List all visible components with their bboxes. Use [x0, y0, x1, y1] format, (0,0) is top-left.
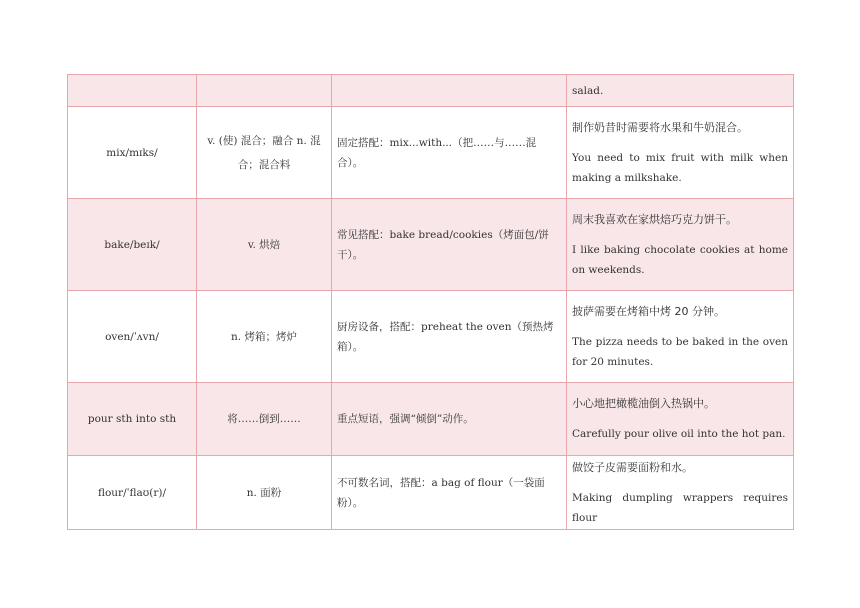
example-en: The pizza needs to be baked in the oven for 20 minutes. — [572, 335, 788, 368]
example-cell — [567, 107, 794, 199]
example-zh: 小心地把橄榄油倒入热锅中。 — [572, 397, 715, 410]
meaning-cell: v. 烘焙 — [197, 199, 332, 291]
usage-cell: 不可数名词，搭配：a bag of flour（一袋面粉）。 — [332, 456, 567, 530]
usage-cell: 重点短语，强调“倾倒”动作。 — [332, 383, 567, 456]
example-zh: 披萨需要在烤箱中烤 20 分钟。 — [572, 304, 725, 318]
vocabulary-table — [67, 74, 794, 530]
meaning-cell: n. 烤箱；烤炉 — [197, 291, 332, 383]
table-row — [68, 107, 794, 199]
table-row — [68, 291, 794, 383]
table-row — [68, 199, 794, 291]
usage-cell: 常见搭配：bake bread/cookies（烤面包/饼干）。 — [332, 199, 567, 291]
word-cell: bake/beɪk/ — [68, 199, 197, 291]
word-cell — [68, 75, 197, 107]
table-row — [68, 456, 794, 530]
example-en: Carefully pour olive oil into the hot pan. — [572, 428, 786, 440]
usage-cell: 厨房设备，搭配：preheat the oven（预热烤箱）。 — [332, 291, 567, 383]
meaning-cell: n. 面粉 — [197, 456, 332, 530]
example-zh: 制作奶昔时需要将水果和牛奶混合。 — [572, 120, 748, 134]
example-cell — [567, 199, 794, 291]
example-en: You need to mix fruit with milk when making a milkshake. — [572, 151, 788, 184]
example-en: Making dumpling wrappers requires flour — [572, 491, 788, 524]
example-zh: 周末我喜欢在家烘焙巧克力饼干。 — [572, 212, 737, 226]
meaning-cell — [197, 75, 332, 107]
table-row — [68, 75, 794, 107]
example-cell — [567, 75, 794, 107]
example-en: I like baking chocolate cookies at home on weekends. — [572, 243, 788, 276]
example-cell — [567, 291, 794, 383]
example-en: salad. — [572, 84, 604, 97]
word-cell: flour/ˈflaʊ(r)/ — [68, 456, 197, 530]
example-cell — [567, 456, 794, 530]
word-cell: oven/ˈʌvn/ — [68, 291, 197, 383]
table-row — [68, 383, 794, 456]
usage-cell: 固定搭配：mix...with...（把……与……混合）。 — [332, 107, 567, 199]
word-cell: mix/mɪks/ — [68, 107, 197, 199]
meaning-cell: 将……倒到…… — [197, 383, 332, 456]
meaning-cell: v. (使) 混合；融合 n. 混合；混合料 — [197, 107, 332, 199]
example-cell — [567, 383, 794, 456]
word-cell: pour sth into sth — [68, 383, 197, 456]
usage-cell — [332, 75, 567, 107]
example-zh: 做饺子皮需要面粉和水。 — [572, 460, 693, 474]
